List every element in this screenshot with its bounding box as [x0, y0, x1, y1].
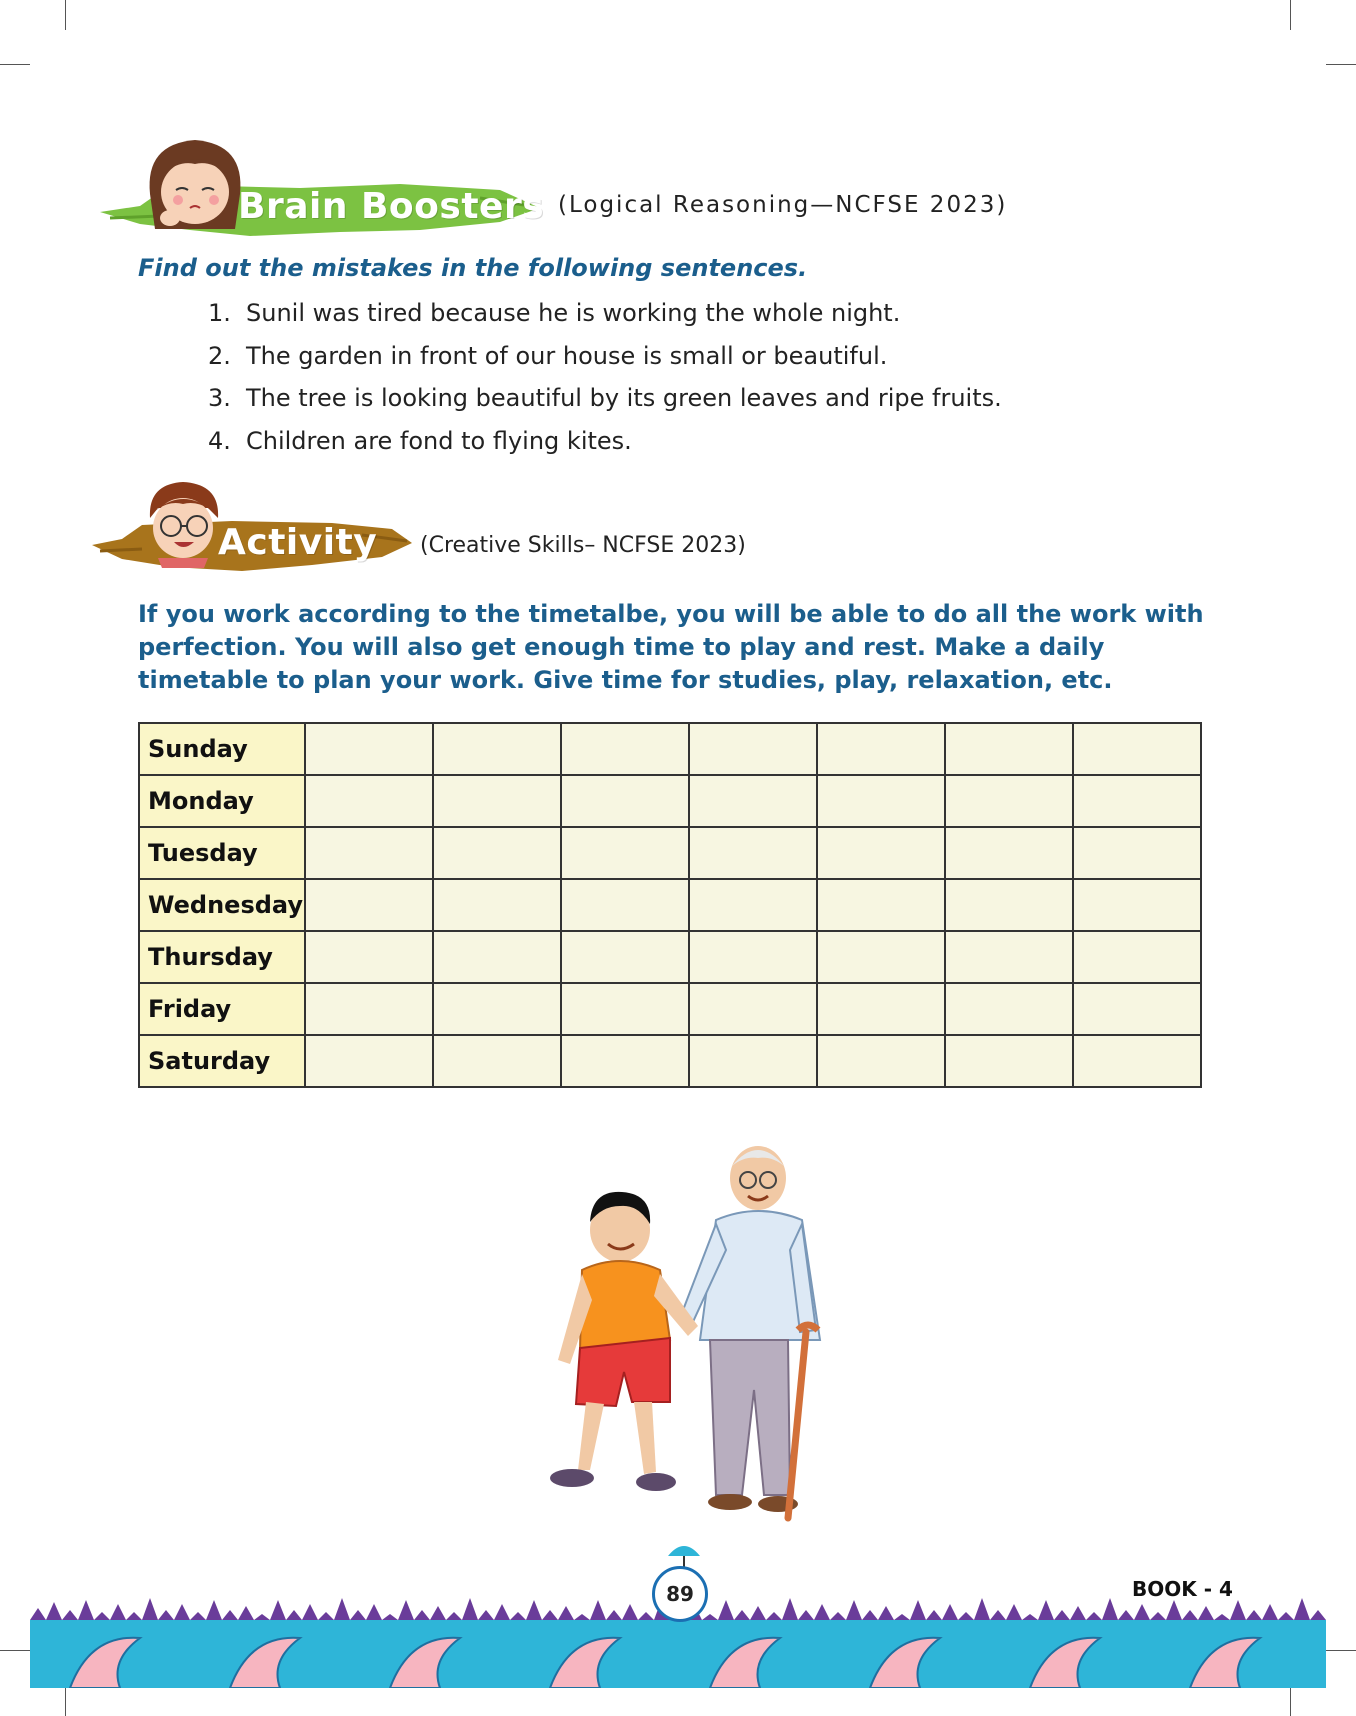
item-text: Sunil was tired because he is working the whole night.	[246, 299, 901, 327]
table-row	[139, 723, 1201, 775]
empty-cell[interactable]	[305, 775, 433, 827]
empty-cell[interactable]	[305, 983, 433, 1035]
empty-cell[interactable]	[945, 1035, 1073, 1087]
empty-cell[interactable]	[689, 1035, 817, 1087]
empty-cell[interactable]	[433, 931, 561, 983]
empty-cell[interactable]	[433, 879, 561, 931]
empty-cell[interactable]	[305, 931, 433, 983]
table-row	[139, 983, 1201, 1035]
empty-cell[interactable]	[945, 775, 1073, 827]
mistakes-list	[208, 292, 1002, 462]
day-cell: Wednesday	[139, 879, 305, 931]
empty-cell[interactable]	[1073, 983, 1201, 1035]
day-cell: Thursday	[139, 931, 305, 983]
empty-cell[interactable]	[1073, 827, 1201, 879]
list-item	[208, 377, 1002, 420]
crop-mark	[1326, 1650, 1356, 1651]
empty-cell[interactable]	[817, 1035, 945, 1087]
empty-cell[interactable]	[689, 723, 817, 775]
empty-cell[interactable]	[689, 879, 817, 931]
girl-thinking-icon	[140, 134, 250, 234]
empty-cell[interactable]	[433, 983, 561, 1035]
empty-cell[interactable]	[945, 983, 1073, 1035]
item-number: 2.	[208, 341, 231, 370]
day-cell: Monday	[139, 775, 305, 827]
brain-boosters-instruction: Find out the mistakes in the following sentences.	[138, 254, 808, 282]
item-text: Children are fond to flying kites.	[246, 426, 632, 455]
empty-cell[interactable]	[561, 723, 689, 775]
item-text: The tree is looking beautiful by its green leaves and ripe fruits.	[246, 384, 1002, 412]
empty-cell[interactable]	[433, 1035, 561, 1087]
empty-cell[interactable]	[817, 931, 945, 983]
boy-glasses-icon	[138, 478, 228, 568]
empty-cell[interactable]	[817, 879, 945, 931]
empty-cell[interactable]	[561, 983, 689, 1035]
table-row	[139, 775, 1201, 827]
empty-cell[interactable]	[945, 931, 1073, 983]
empty-cell[interactable]	[561, 827, 689, 879]
activity-instruction: If you work according to the timetalbe, you will be able to do all the work with perfection. You will also get enough time to play and rest. Make a daily timetable to plan your work. Give time for studies, play, relaxation, etc.	[138, 600, 1204, 694]
crop-mark	[65, 0, 66, 30]
empty-cell[interactable]	[305, 879, 433, 931]
empty-cell[interactable]	[1073, 931, 1201, 983]
empty-cell[interactable]	[817, 723, 945, 775]
empty-cell[interactable]	[945, 879, 1073, 931]
item-text: The garden in front of our house is small or beautiful.	[246, 341, 888, 370]
empty-cell[interactable]	[561, 879, 689, 931]
crop-mark	[0, 64, 30, 65]
empty-cell[interactable]	[689, 775, 817, 827]
timetable	[138, 722, 1202, 1088]
empty-cell[interactable]	[689, 983, 817, 1035]
page-number: 89	[652, 1566, 708, 1622]
day-cell: Friday	[139, 983, 305, 1035]
table-row	[139, 931, 1201, 983]
empty-cell[interactable]	[689, 931, 817, 983]
activity-title: Activity	[218, 522, 378, 563]
item-number: 4.	[208, 426, 231, 455]
crop-mark	[1290, 0, 1291, 30]
empty-cell[interactable]	[305, 1035, 433, 1087]
activity-subtitle: (Creative Skills– NCFSE 2023)	[420, 533, 746, 558]
list-item	[208, 335, 1002, 378]
empty-cell[interactable]	[1073, 775, 1201, 827]
empty-cell[interactable]	[945, 723, 1073, 775]
empty-cell[interactable]	[1073, 879, 1201, 931]
table-row	[139, 879, 1201, 931]
empty-cell[interactable]	[561, 775, 689, 827]
empty-cell[interactable]	[689, 827, 817, 879]
empty-cell[interactable]	[305, 723, 433, 775]
crop-mark	[0, 1650, 30, 1651]
empty-cell[interactable]	[817, 775, 945, 827]
boy-helping-grandfather-illustration	[520, 1140, 850, 1530]
empty-cell[interactable]	[433, 827, 561, 879]
crop-mark	[1290, 1686, 1291, 1716]
empty-cell[interactable]	[1073, 1035, 1201, 1087]
list-item	[208, 292, 1002, 335]
crop-mark	[1326, 64, 1356, 65]
empty-cell[interactable]	[561, 931, 689, 983]
empty-cell[interactable]	[305, 827, 433, 879]
table-row	[139, 827, 1201, 879]
day-cell: Tuesday	[139, 827, 305, 879]
day-cell: Sunday	[139, 723, 305, 775]
empty-cell[interactable]	[817, 983, 945, 1035]
brain-boosters-subtitle: (Logical Reasoning—NCFSE 2023)	[558, 192, 1008, 218]
book-label: BOOK - 4	[1132, 1577, 1233, 1601]
empty-cell[interactable]	[945, 827, 1073, 879]
crop-mark	[65, 1686, 66, 1716]
empty-cell[interactable]	[1073, 723, 1201, 775]
brain-boosters-title: Brain Boosters	[238, 186, 545, 227]
item-number: 3.	[208, 384, 231, 412]
empty-cell[interactable]	[433, 723, 561, 775]
empty-cell[interactable]	[561, 1035, 689, 1087]
empty-cell[interactable]	[817, 827, 945, 879]
list-item	[208, 420, 1002, 463]
day-cell: Saturday	[139, 1035, 305, 1087]
table-row	[139, 1035, 1201, 1087]
empty-cell[interactable]	[433, 775, 561, 827]
item-number: 1.	[208, 299, 231, 327]
